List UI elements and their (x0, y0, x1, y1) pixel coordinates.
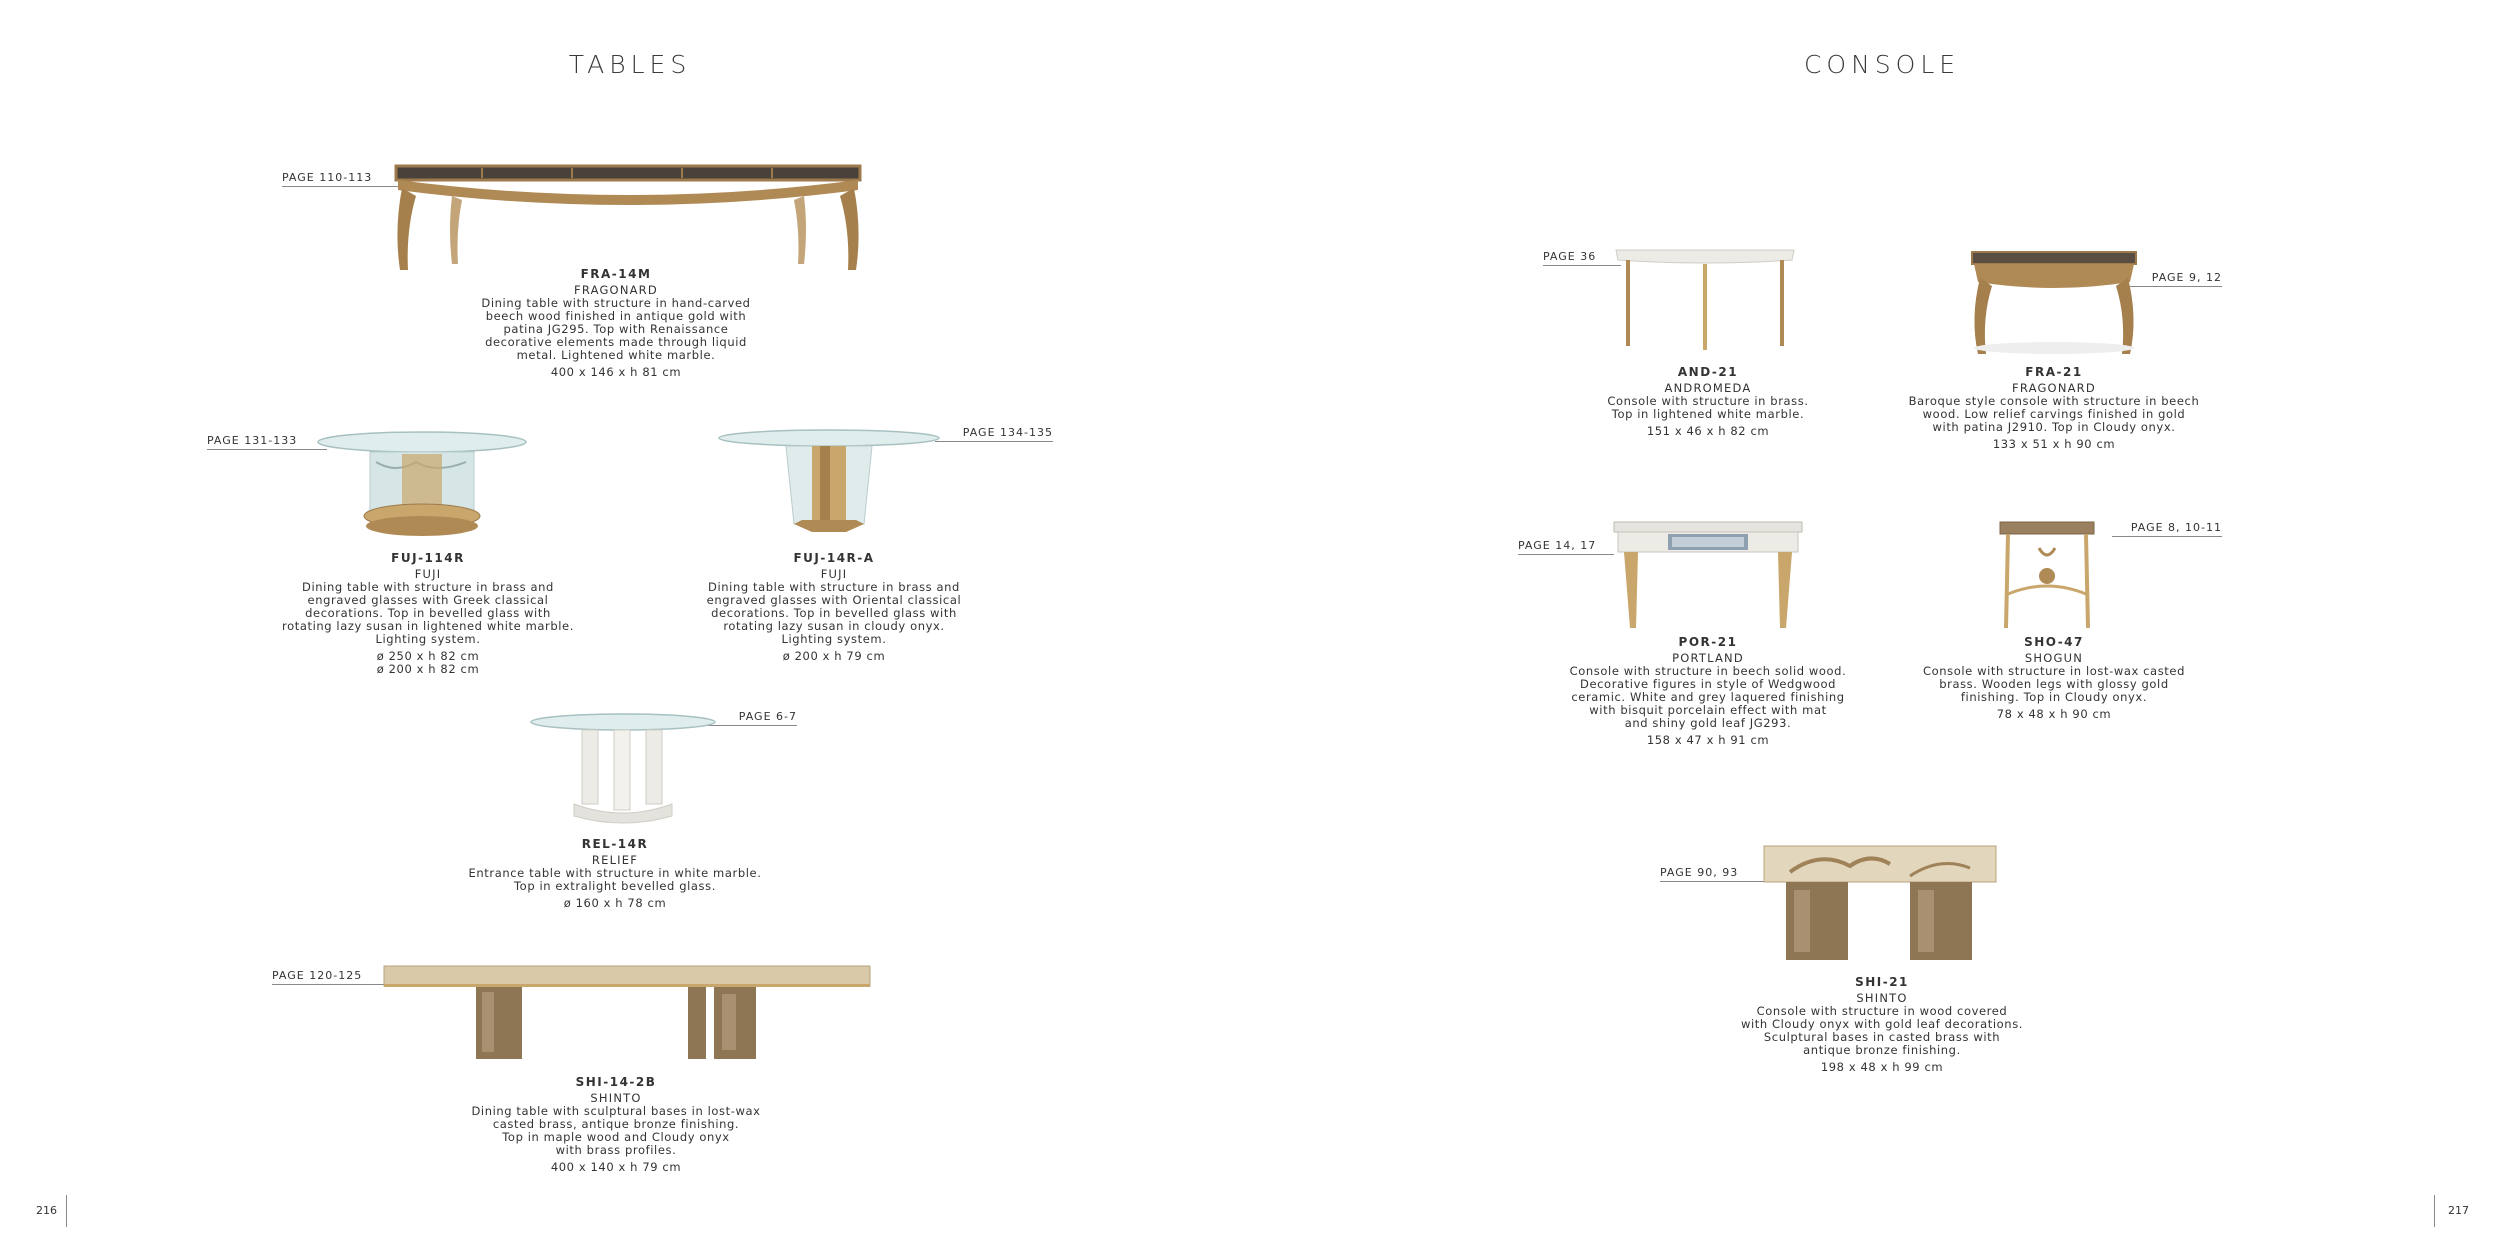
product-code: SHO-47 (2024, 635, 2084, 649)
section-title-console: CONSOLE (1803, 50, 1961, 79)
product-description: Console with structure in brass. Top in lightened white marble. (1607, 394, 1809, 421)
product-dimensions: 158 x 47 x h 91 cm (1646, 733, 1770, 747)
page-ref-and21: PAGE 36 (1543, 250, 1621, 266)
product-description: Console with structure in wood covered with Cloudy onyx with gold leaf decorations. Sculptural bases in casted brass with antique bronze finishing. (1740, 1004, 2024, 1057)
console-image-and21 (1612, 246, 1798, 356)
page-ref-fuj14ra: PAGE 134-135 (935, 426, 1053, 442)
product-description: Dining table with sculptural bases in lost-wax casted brass, antique bronze finishing. Top in maple wood and Cloudy onyx with brass profiles. (471, 1104, 761, 1157)
product-code: POR-21 (1678, 635, 1738, 649)
product-por21 (1548, 636, 1868, 747)
product-description: Baroque style console with structure in beech wood. Low relief carvings finished in gold with patina J2910. Top in Cloudy onyx. (1908, 394, 2200, 434)
product-dimensions: ø 200 x h 79 cm (782, 649, 886, 663)
page-ref-sho47: PAGE 8, 10-11 (2112, 521, 2222, 537)
page-ref-rel14r: PAGE 6-7 (707, 710, 797, 726)
product-dimensions: 198 x 48 x h 99 cm (1820, 1060, 1944, 1074)
product-dimensions: ø 250 x h 82 cm ø 200 x h 82 cm (376, 649, 480, 676)
product-description: Entrance table with structure in white marble. Top in extralight bevelled glass. (468, 866, 762, 893)
product-shi142b (456, 1076, 776, 1174)
product-code: SHI-21 (1855, 975, 1909, 989)
product-dimensions: 133 x 51 x h 90 cm (1992, 437, 2116, 451)
table-image-fuj14ra (716, 428, 942, 538)
product-description: Dining table with structure in brass and engraved glasses with Oriental classical decorations. Top in bevelled glass with rotating lazy susan in cloudy onyx. Lighting system. (706, 580, 962, 646)
product-dimensions: 400 x 140 x h 79 cm (550, 1160, 682, 1174)
product-rel14r (455, 838, 775, 910)
product-name: FUJI (820, 567, 848, 581)
console-image-por21 (1610, 518, 1806, 634)
product-code: AND-21 (1677, 365, 1739, 379)
product-code: SHI-14-2B (575, 1075, 657, 1089)
page-divider-left (66, 1195, 67, 1227)
table-image-fuj114r (316, 430, 528, 542)
product-description: Dining table with structure in hand-carved beech wood finished in antique gold with patina JG295. Top with Renaissance decorative elements made through liquid metal. Lightened white marble. (481, 296, 751, 362)
page-number-right: 217 (2448, 1204, 2469, 1217)
table-image-fra14m (392, 160, 864, 280)
console-image-fra21 (1968, 248, 2140, 360)
product-dimensions: 151 x 46 x h 82 cm (1646, 424, 1770, 438)
product-description: Console with structure in lost-wax casted brass. Wooden legs with glossy gold finishing. Top in Cloudy onyx. (1923, 664, 2185, 704)
product-fra21 (1894, 366, 2214, 451)
product-description: Dining table with structure in brass and engraved glasses with Greek classical decorations. Top in bevelled glass with rotating lazy susan in lightened white marble. Lighting system. (282, 580, 574, 646)
product-fuj114r (268, 552, 588, 676)
page-ref-shi142b: PAGE 120-125 (272, 969, 392, 985)
product-name: FRAGONARD (574, 283, 658, 297)
table-image-shi142b (380, 962, 874, 1068)
product-shi21 (1722, 976, 2042, 1074)
product-name: FRAGONARD (2012, 381, 2096, 395)
product-dimensions: 400 x 146 x h 81 cm (550, 365, 682, 379)
product-code: FUJ-14R-A (793, 551, 875, 565)
page-ref-shi21: PAGE 90, 93 (1660, 866, 1774, 882)
product-description: Console with structure in beech solid wood. Decorative figures in style of Wedgwood ceramic. White and grey laquered finishing with bisquit porcelain effect with mat and shiny gold leaf JG293. (1569, 664, 1847, 730)
page-ref-fuj114r: PAGE 131-133 (207, 434, 327, 450)
page-divider-right (2434, 1195, 2435, 1227)
product-and21 (1548, 366, 1868, 438)
product-name: PORTLAND (1672, 651, 1744, 665)
section-title-tables: TABLES (568, 50, 692, 79)
table-image-rel14r (528, 712, 718, 826)
product-fra14m (456, 268, 776, 379)
product-code: FRA-14M (580, 267, 652, 281)
product-sho47 (1894, 636, 2214, 721)
page-ref-por21: PAGE 14, 17 (1518, 539, 1614, 555)
console-image-shi21 (1760, 842, 2000, 966)
console-image-sho47 (1996, 518, 2098, 634)
product-fuj14ra (674, 552, 994, 663)
product-name: SHINTO (590, 1091, 642, 1105)
product-name: SHINTO (1856, 991, 1908, 1005)
product-name: SHOGUN (2024, 651, 2084, 665)
product-code: FUJ-114R (391, 551, 465, 565)
product-name: RELIEF (591, 853, 639, 867)
product-name: FUJI (414, 567, 442, 581)
page-number-left: 216 (36, 1204, 57, 1217)
page-ref-fra21: PAGE 9, 12 (2130, 271, 2222, 287)
product-name: ANDROMEDA (1664, 381, 1752, 395)
product-dimensions: ø 160 x h 78 cm (563, 896, 667, 910)
page-ref-fra14m: PAGE 110-113 (282, 171, 402, 187)
product-code: REL-14R (581, 837, 649, 851)
product-code: FRA-21 (2025, 365, 2083, 379)
product-dimensions: 78 x 48 x h 90 cm (1996, 707, 2112, 721)
